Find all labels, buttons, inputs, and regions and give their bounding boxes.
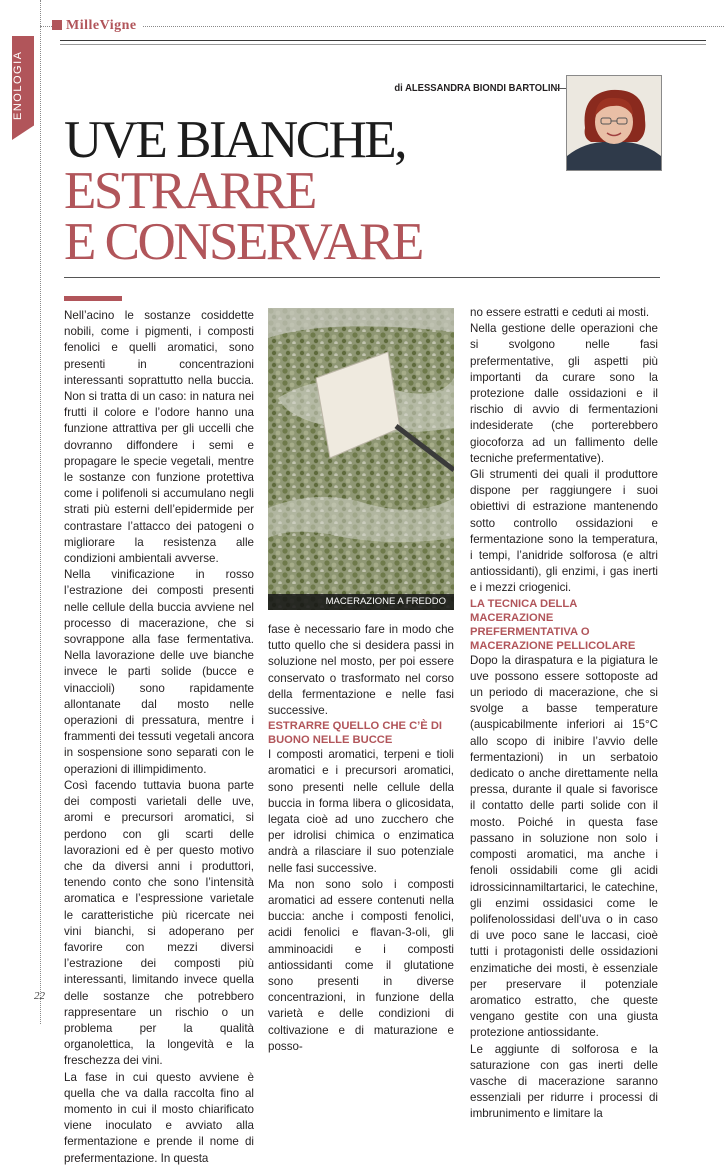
title-line-2: ESTRARRE: [64, 162, 315, 220]
title-rule: [64, 277, 660, 278]
paragraph: Nella vinificazione in rosso l’estrazione dei composti presenti nelle cellule della buccia avviene nel processo di macerazione, che si sovrappone alla fase fermentativa. Nella lavorazione delle uve bianche invece le parti solide (bucce e vinaccioli) sono rapidamente allontanate dal mosto nelle operazioni di pressatura, mentre i frammenti dei tessuti vegetali ancora in sospensione sono separati con le operazioni di illimpidimento.: [64, 568, 254, 776]
paragraph: fase è necessario fare in modo che tutto quello che si desidera passi in soluzione nel mosto, per poi essere conservato o trasformato nel corso della fermentazione e nelle fasi successive.: [268, 623, 454, 718]
paragraph: I composti aromatici, terpeni e tioli aromatici e i precursori aromatici, sono presenti nelle cellule della buccia in forma libera o glicosidata, legata cioè ad uno zucchero che per idrolisi chimica o enzimatica andrà a rilasciare il suo potenziale nelle fasi successive.: [268, 748, 454, 875]
subheading: LA TECNICA DELLA MACERAZIONE PREFERMENTATIVA O MACERAZIONE PELLICOLARE: [470, 597, 636, 652]
maceration-photo: [268, 308, 454, 610]
magazine-name: MilleVigne: [66, 18, 137, 33]
paragraph: Così facendo tuttavia buona parte dei composti varietali delle uve, aromi e precursori aromatici, si perdono con gli scarti delle lavorazioni ed è per questo motivo che da diversi anni i produttori, tenendo conto che sono l’intensità aromatica e l’espressione varietale le caratteristiche più ricercate nei vini bianchi, si adoperano per favorire con mezzi diversi l’estrazione dei composti più interessanti, limitando invece quella delle sostanze che potrebbero rappresentare un rischio o un problema per la qualità organolettica, la longevità e la freschezza dei vini.: [64, 778, 254, 1068]
column-3: [470, 305, 658, 1123]
paragraph: Dopo la diraspatura e la pigiatura le uve possono essere sottoposte ad un periodo di macerazione, che si svolge a basse temperature (auspicabilmente inferiori ai 15°C allo scopo di inibire l’avvio delle fermentazioni) in un serbatoio dedicato o anche direttamente nella pressa, durante il quale si favorisce il contatto delle parti solide con il mosto. Poiché in questa fase passano in soluzione non solo i composti aromatici, ma anche i fenoli ossidabili come gli acidi idrossicinnamiltartarici, le catechine, gli enzimi ossidasici come le polifenolossidasi dell’uva o in caso di uve poco sane le laccasi, cioè tutti i protagonisti delle ossidazioni enzimatiche dei mosti, è essenziale per preservare il potenziale aromatico estratto, che queste vengano gestite con una giusta protezione antiossidante.: [470, 653, 658, 1040]
header-rule: [60, 40, 706, 41]
page-number: 22: [34, 990, 45, 1002]
article-title: [64, 111, 422, 271]
paragraph: Le aggiunte di solforosa e la saturazione con gas inerti delle vasche di macerazione saranno essenziali per ridurre i processi di imbrunimento e limitare la: [470, 1042, 658, 1121]
subheading: ESTRARRE QUELLO CHE C’È DI BUONO NELLE BUCCE: [268, 720, 443, 747]
header-rule-thin: [60, 44, 706, 45]
author-photo: [566, 75, 662, 171]
title-line-1: UVE BIANCHE,: [64, 111, 405, 169]
paragraph: Ma non sono solo i composti aromatici ad essere contenuti nella buccia: anche i composti fenolici, acidi fenolici e flavan-3-oli, gli amminoacidi e i composti antiossidanti come il glutatione sono presenti in diverse concentrazioni, in funzione della varietà e delle condizioni di coltivazione e di maturazione e posso-: [268, 877, 454, 1053]
title-line-3: E CONSERVARE: [64, 213, 422, 271]
magazine-logo: [52, 18, 143, 34]
margin-dotted-line: [40, 0, 41, 1024]
column-1: [64, 308, 254, 1167]
paragraph: Nella gestione delle operazioni che si svolgono nelle fasi prefermentative, gli aspetti più importanti da curare sono la protezione dalle ossidazioni e il rischio di avvio di fermentazioni indesiderate (che porterebbero giocoforza ad un fallimento delle tecniche prefermentative).: [470, 322, 658, 465]
column-2: [268, 622, 454, 1055]
header-dotted-line: [40, 26, 724, 27]
section-label: ENOLOGIA: [12, 50, 24, 120]
paragraph: Nell’acino le sostanze cosiddette nobili, come i pigmenti, i composti fenolici e quelli aromatici, sono presenti in concentrazioni interessanti soprattutto nella buccia. Non si tratta di un caso: in natura nei frutti il colore e l’odore hanno una funzione attrattiva per gli uccelli che dovranno diffondere i semi e propagare le specie vegetali, mentre le sostanze con funzione protettiva come i polifenoli si accumulano negli strati più esterni dell’epidermide per contrastare l’attacco dei patogeni o migliorare la resistenza alle condizioni ambientali avverse.: [64, 309, 254, 566]
byline-connector: [556, 88, 566, 89]
accent-bar: [64, 296, 122, 301]
paragraph: La fase in cui questo avviene è quella che va dalla raccolta fino al momento in cui il mosto chiarificato viene inoculato e avviato alla fermentazione e prende il nome di prefermentazione. In questa: [64, 1070, 254, 1165]
logo-mark-icon: [52, 20, 62, 30]
paragraph: Gli strumenti dei quali il produttore dispone per raggiungere i suoi obiettivi di estrazione mantenendo sotto controllo ossidazioni e fermentazione sono la temperatura, i tempi, l’anidride solforosa (e altri antiossidanti), gli enzimi, i gas inerti e i mezzi criogenici.: [470, 468, 658, 595]
photo-caption: MACERAZIONE A FREDDO: [268, 594, 454, 610]
paragraph: no essere estratti e ceduti ai mosti.: [470, 306, 650, 319]
author-byline: di ALESSANDRA BIONDI BARTOLINI: [394, 82, 560, 94]
